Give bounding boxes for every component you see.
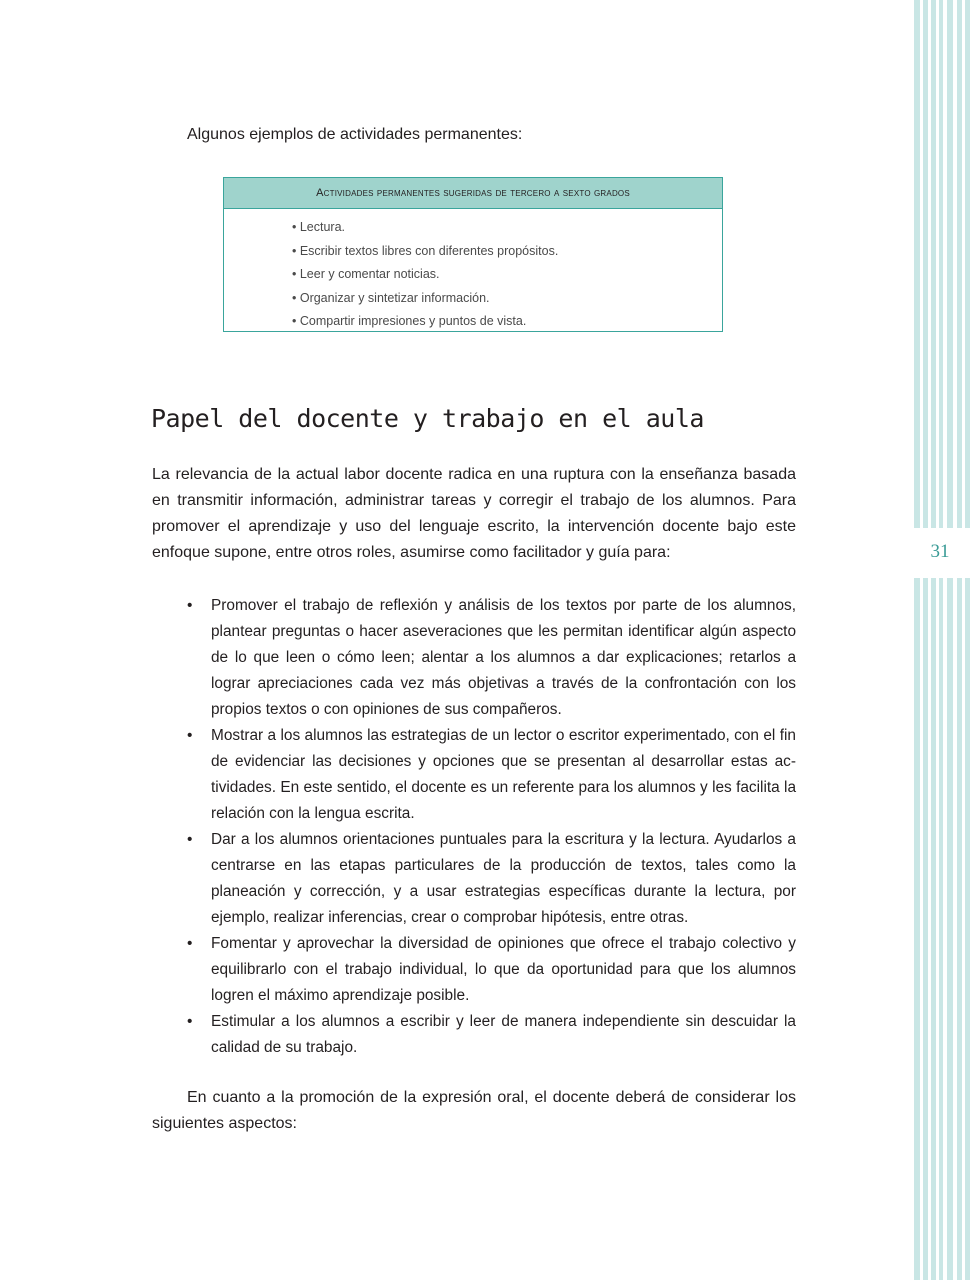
list-item: • Compartir impresiones y puntos de vista. [292, 314, 527, 328]
list-item-text: Fomentar y aprovechar la diversidad de opiniones que ofrece el trabajo colectivo y equilibrarlo con el trabajo individual, lo que da oportunidad para que los alumnos logren el máximo aprendizaje posible. [211, 935, 796, 1004]
bullet-icon: • [187, 935, 193, 952]
list-item: • Lectura. [292, 220, 346, 234]
list-item [152, 1009, 796, 1061]
bullet-icon: • [187, 597, 193, 614]
page-number: 31 [930, 541, 950, 562]
list-item [152, 827, 796, 931]
paragraph: La relevancia de la actual labor docente radica en una ruptura con la enseñanza basada en transmitir información, administrar tareas y corregir el trabajo de los alumnos. Para promover el aprendizaje y uso del lenguaje escrito, la intervención docente bajo este enfoque supone, entre otros roles, asumirse como facilitador y guía para: [152, 466, 796, 561]
list-item-text: Estimular a los alumnos a escribir y leer de manera independiente sin descuidar la calidad de su trabajo. [211, 1013, 796, 1056]
bullet-icon: • [187, 1013, 193, 1030]
bullet-icon: • [187, 831, 193, 848]
list-item-text: Promover el trabajo de reflexión y análisis de los textos por parte de los alumnos, plantear preguntas o hacer aseveraciones que les permitan identificar algún aspecto de lo que leen o cómo leen; alentar a los alumnos a dar explicaciones; retarlos a lograr apreciaciones cada vez más objetivas a través de la confrontación con los propios textos o con opiniones de sus compañeros. [211, 597, 796, 718]
list-item-text: Dar a los alumnos orientaciones puntuales para la escritura y la lectura. Ayudarlos a centrarse en las etapas particulares de la producción de textos, tales como la planeación y corrección, y a usar estrategias específicas durante la lectura, por ejemplo, realizar inferencias, crear o comprobar hipótesis, entre otras. [211, 831, 796, 926]
list-item-text: Mostrar a los alumnos las estrategias de un lector o escritor experimentado, con el fin de evidenciar las decisiones y opciones que se presentan al desarrollar estas ac-tividades. En este sentido, el docente es un referente para los alumnos y les facilita la relación con la lengua escrita. [211, 727, 796, 822]
activities-list [224, 209, 722, 334]
bullet-list [152, 593, 796, 1061]
section-title: Papel del docente y trabajo en el aula [151, 404, 704, 433]
intro-text: Algunos ejemplos de actividades permanentes: [187, 126, 523, 143]
list-item [152, 593, 796, 723]
paragraph: En cuanto a la promoción de la expresión oral, el docente deberá de considerar los siguientes aspectos: [152, 1089, 796, 1132]
list-item: • Leer y comentar noticias. [292, 267, 440, 281]
activities-box [223, 177, 723, 332]
list-item: • Organizar y sintetizar información. [292, 290, 490, 305]
activities-box-title: Actividades permanentes sugeridas de tercero a sexto grados [224, 178, 722, 209]
decorative-stripes [912, 0, 972, 1280]
list-item [152, 931, 796, 1009]
bullet-icon: • [187, 727, 193, 744]
list-item: • Escribir textos libres con diferentes propósitos. [292, 243, 559, 258]
list-item [152, 723, 796, 827]
